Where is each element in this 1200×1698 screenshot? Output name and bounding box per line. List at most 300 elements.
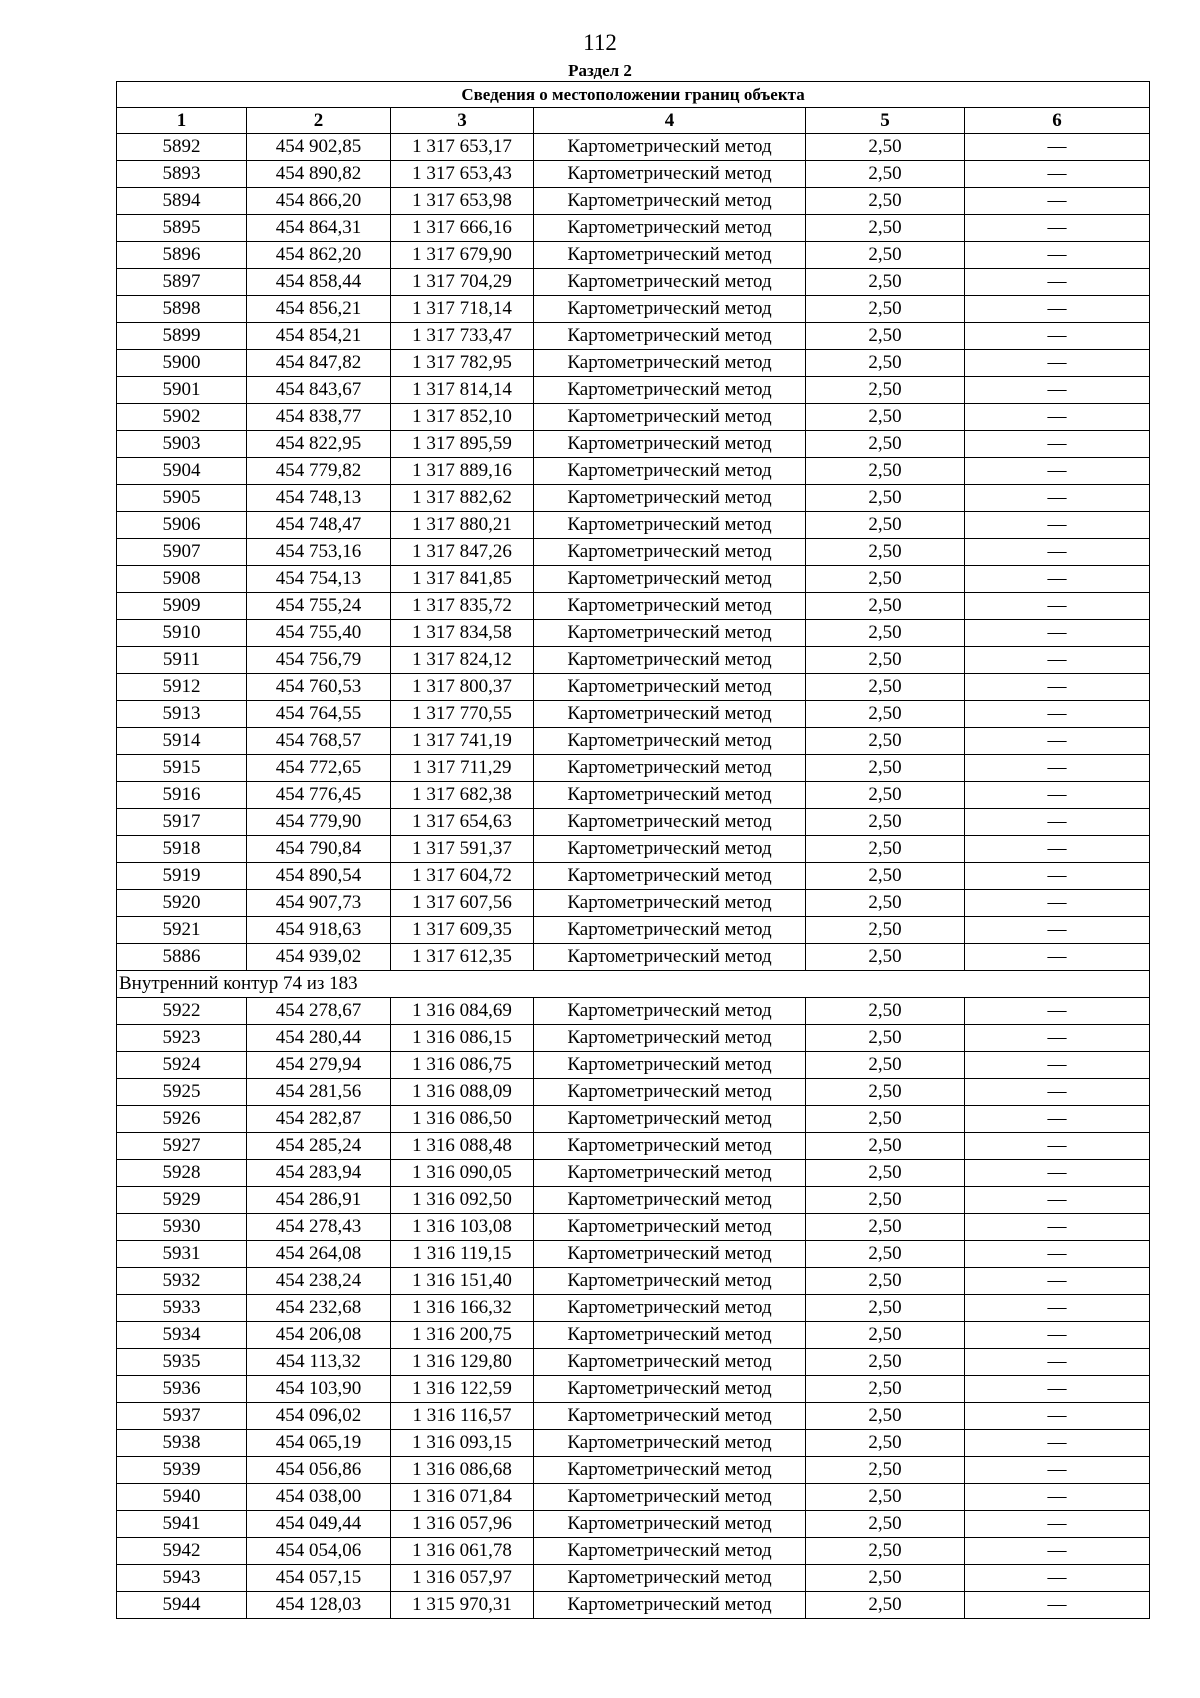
y-coordinate-cell: 1 316 086,75 xyxy=(391,1052,534,1079)
x-coordinate-cell: 454 057,15 xyxy=(247,1565,391,1592)
point-number-cell: 5896 xyxy=(117,242,247,269)
method-cell: Картометрический метод xyxy=(534,836,806,863)
description-cell: — xyxy=(965,809,1150,836)
point-number-cell: 5899 xyxy=(117,323,247,350)
accuracy-cell: 2,50 xyxy=(806,1349,965,1376)
table-row xyxy=(117,1052,1150,1079)
table-row xyxy=(117,188,1150,215)
table-row xyxy=(117,1322,1150,1349)
x-coordinate-cell: 454 907,73 xyxy=(247,890,391,917)
column-number: 5 xyxy=(806,108,965,134)
x-coordinate-cell: 454 206,08 xyxy=(247,1322,391,1349)
description-cell: — xyxy=(965,161,1150,188)
method-cell: Картометрический метод xyxy=(534,998,806,1025)
y-coordinate-cell: 1 317 704,29 xyxy=(391,269,534,296)
x-coordinate-cell: 454 858,44 xyxy=(247,269,391,296)
y-coordinate-cell: 1 317 604,72 xyxy=(391,863,534,890)
accuracy-cell: 2,50 xyxy=(806,1052,965,1079)
table-row xyxy=(117,890,1150,917)
method-cell: Картометрический метод xyxy=(534,134,806,161)
x-coordinate-cell: 454 822,95 xyxy=(247,431,391,458)
description-cell: — xyxy=(965,728,1150,755)
description-cell: — xyxy=(965,1187,1150,1214)
method-cell: Картометрический метод xyxy=(534,1106,806,1133)
description-cell: — xyxy=(965,1565,1150,1592)
table-row xyxy=(117,512,1150,539)
point-number-cell: 5938 xyxy=(117,1430,247,1457)
table-row xyxy=(117,674,1150,701)
method-cell: Картометрический метод xyxy=(534,377,806,404)
point-number-cell: 5918 xyxy=(117,836,247,863)
point-number-cell: 5903 xyxy=(117,431,247,458)
y-coordinate-cell: 1 317 800,37 xyxy=(391,674,534,701)
accuracy-cell: 2,50 xyxy=(806,1214,965,1241)
description-cell: — xyxy=(965,890,1150,917)
x-coordinate-cell: 454 748,13 xyxy=(247,485,391,512)
table-row xyxy=(117,566,1150,593)
method-cell: Картометрический метод xyxy=(534,188,806,215)
table-row xyxy=(117,1430,1150,1457)
accuracy-cell: 2,50 xyxy=(806,620,965,647)
description-cell: — xyxy=(965,1052,1150,1079)
accuracy-cell: 2,50 xyxy=(806,1457,965,1484)
method-cell: Картометрический метод xyxy=(534,782,806,809)
method-cell: Картометрический метод xyxy=(534,242,806,269)
point-number-cell: 5923 xyxy=(117,1025,247,1052)
description-cell: — xyxy=(965,944,1150,971)
method-cell: Картометрический метод xyxy=(534,1511,806,1538)
boundary-coordinates-table xyxy=(116,81,1150,1619)
table-row xyxy=(117,1592,1150,1619)
description-cell: — xyxy=(965,1133,1150,1160)
x-coordinate-cell: 454 054,06 xyxy=(247,1538,391,1565)
point-number-cell: 5924 xyxy=(117,1052,247,1079)
x-coordinate-cell: 454 843,67 xyxy=(247,377,391,404)
description-cell: — xyxy=(965,998,1150,1025)
table-body-inner-contour xyxy=(117,998,1150,1619)
description-cell: — xyxy=(965,755,1150,782)
column-number: 4 xyxy=(534,108,806,134)
method-cell: Картометрический метод xyxy=(534,1214,806,1241)
table-row xyxy=(117,620,1150,647)
table-row xyxy=(117,1403,1150,1430)
y-coordinate-cell: 1 317 612,35 xyxy=(391,944,534,971)
accuracy-cell: 2,50 xyxy=(806,1592,965,1619)
point-number-cell: 5943 xyxy=(117,1565,247,1592)
point-number-cell: 5935 xyxy=(117,1349,247,1376)
description-cell: — xyxy=(965,350,1150,377)
x-coordinate-cell: 454 755,24 xyxy=(247,593,391,620)
accuracy-cell: 2,50 xyxy=(806,1430,965,1457)
table-row xyxy=(117,1511,1150,1538)
table-row xyxy=(117,755,1150,782)
description-cell: — xyxy=(965,1079,1150,1106)
accuracy-cell: 2,50 xyxy=(806,1376,965,1403)
x-coordinate-cell: 454 902,85 xyxy=(247,134,391,161)
table-row xyxy=(117,1214,1150,1241)
table-row xyxy=(117,1565,1150,1592)
y-coordinate-cell: 1 317 841,85 xyxy=(391,566,534,593)
method-cell: Картометрический метод xyxy=(534,1457,806,1484)
method-cell: Картометрический метод xyxy=(534,269,806,296)
table-row xyxy=(117,296,1150,323)
description-cell: — xyxy=(965,674,1150,701)
accuracy-cell: 2,50 xyxy=(806,539,965,566)
table-row xyxy=(117,350,1150,377)
x-coordinate-cell: 454 280,44 xyxy=(247,1025,391,1052)
y-coordinate-cell: 1 316 093,15 xyxy=(391,1430,534,1457)
column-number: 6 xyxy=(965,108,1150,134)
method-cell: Картометрический метод xyxy=(534,1241,806,1268)
point-number-cell: 5933 xyxy=(117,1295,247,1322)
accuracy-cell: 2,50 xyxy=(806,836,965,863)
method-cell: Картометрический метод xyxy=(534,1322,806,1349)
contour-separator xyxy=(117,971,1150,998)
x-coordinate-cell: 454 056,86 xyxy=(247,1457,391,1484)
point-number-cell: 5912 xyxy=(117,674,247,701)
x-coordinate-cell: 454 779,82 xyxy=(247,458,391,485)
point-number-cell: 5929 xyxy=(117,1187,247,1214)
x-coordinate-cell: 454 282,87 xyxy=(247,1106,391,1133)
table-row xyxy=(117,701,1150,728)
table-row xyxy=(117,161,1150,188)
y-coordinate-cell: 1 316 122,59 xyxy=(391,1376,534,1403)
point-number-cell: 5900 xyxy=(117,350,247,377)
description-cell: — xyxy=(965,377,1150,404)
table-caption: Сведения о местоположении границ объекта xyxy=(117,82,1150,108)
point-number-cell: 5917 xyxy=(117,809,247,836)
point-number-cell: 5926 xyxy=(117,1106,247,1133)
point-number-cell: 5901 xyxy=(117,377,247,404)
x-coordinate-cell: 454 096,02 xyxy=(247,1403,391,1430)
point-number-cell: 5931 xyxy=(117,1241,247,1268)
y-coordinate-cell: 1 317 609,35 xyxy=(391,917,534,944)
method-cell: Картометрический метод xyxy=(534,1133,806,1160)
description-cell: — xyxy=(965,1511,1150,1538)
accuracy-cell: 2,50 xyxy=(806,566,965,593)
table-row xyxy=(117,728,1150,755)
method-cell: Картометрический метод xyxy=(534,458,806,485)
table-row xyxy=(117,539,1150,566)
accuracy-cell: 2,50 xyxy=(806,1511,965,1538)
table-row xyxy=(117,134,1150,161)
x-coordinate-cell: 454 279,94 xyxy=(247,1052,391,1079)
y-coordinate-cell: 1 317 741,19 xyxy=(391,728,534,755)
table-row xyxy=(117,1484,1150,1511)
y-coordinate-cell: 1 317 852,10 xyxy=(391,404,534,431)
accuracy-cell: 2,50 xyxy=(806,1538,965,1565)
method-cell: Картометрический метод xyxy=(534,1430,806,1457)
contour-row xyxy=(117,971,1150,998)
method-cell: Картометрический метод xyxy=(534,1052,806,1079)
x-coordinate-cell: 454 864,31 xyxy=(247,215,391,242)
method-cell: Картометрический метод xyxy=(534,350,806,377)
y-coordinate-cell: 1 317 782,95 xyxy=(391,350,534,377)
x-coordinate-cell: 454 264,08 xyxy=(247,1241,391,1268)
accuracy-cell: 2,50 xyxy=(806,431,965,458)
point-number-cell: 5916 xyxy=(117,782,247,809)
table-row xyxy=(117,1025,1150,1052)
accuracy-cell: 2,50 xyxy=(806,755,965,782)
description-cell: — xyxy=(965,1592,1150,1619)
description-cell: — xyxy=(965,1403,1150,1430)
point-number-cell: 5908 xyxy=(117,566,247,593)
x-coordinate-cell: 454 065,19 xyxy=(247,1430,391,1457)
point-number-cell: 5893 xyxy=(117,161,247,188)
accuracy-cell: 2,50 xyxy=(806,809,965,836)
method-cell: Картометрический метод xyxy=(534,323,806,350)
x-coordinate-cell: 454 854,21 xyxy=(247,323,391,350)
y-coordinate-cell: 1 317 895,59 xyxy=(391,431,534,458)
y-coordinate-cell: 1 317 835,72 xyxy=(391,593,534,620)
x-coordinate-cell: 454 760,53 xyxy=(247,674,391,701)
description-cell: — xyxy=(965,512,1150,539)
accuracy-cell: 2,50 xyxy=(806,458,965,485)
x-coordinate-cell: 454 283,94 xyxy=(247,1160,391,1187)
table-body-outer-contour xyxy=(117,134,1150,971)
accuracy-cell: 2,50 xyxy=(806,296,965,323)
method-cell: Картометрический метод xyxy=(534,755,806,782)
table-row xyxy=(117,1349,1150,1376)
y-coordinate-cell: 1 316 057,96 xyxy=(391,1511,534,1538)
point-number-cell: 5944 xyxy=(117,1592,247,1619)
description-cell: — xyxy=(965,1484,1150,1511)
y-coordinate-cell: 1 317 682,38 xyxy=(391,782,534,809)
table-row xyxy=(117,1241,1150,1268)
table-row xyxy=(117,377,1150,404)
table-row xyxy=(117,215,1150,242)
description-cell: — xyxy=(965,431,1150,458)
description-cell: — xyxy=(965,188,1150,215)
description-cell: — xyxy=(965,566,1150,593)
point-number-cell: 5928 xyxy=(117,1160,247,1187)
x-coordinate-cell: 454 286,91 xyxy=(247,1187,391,1214)
method-cell: Картометрический метод xyxy=(534,539,806,566)
x-coordinate-cell: 454 866,20 xyxy=(247,188,391,215)
y-coordinate-cell: 1 316 088,09 xyxy=(391,1079,534,1106)
y-coordinate-cell: 1 316 086,50 xyxy=(391,1106,534,1133)
y-coordinate-cell: 1 316 061,78 xyxy=(391,1538,534,1565)
accuracy-cell: 2,50 xyxy=(806,161,965,188)
table-row xyxy=(117,1295,1150,1322)
method-cell: Картометрический метод xyxy=(534,1160,806,1187)
point-number-cell: 5898 xyxy=(117,296,247,323)
y-coordinate-cell: 1 315 970,31 xyxy=(391,1592,534,1619)
accuracy-cell: 2,50 xyxy=(806,512,965,539)
y-coordinate-cell: 1 317 733,47 xyxy=(391,323,534,350)
method-cell: Картометрический метод xyxy=(534,1079,806,1106)
x-coordinate-cell: 454 103,90 xyxy=(247,1376,391,1403)
point-number-cell: 5909 xyxy=(117,593,247,620)
x-coordinate-cell: 454 768,57 xyxy=(247,728,391,755)
accuracy-cell: 2,50 xyxy=(806,701,965,728)
table-row xyxy=(117,458,1150,485)
point-number-cell: 5920 xyxy=(117,890,247,917)
accuracy-cell: 2,50 xyxy=(806,269,965,296)
description-cell: — xyxy=(965,1106,1150,1133)
method-cell: Картометрический метод xyxy=(534,917,806,944)
x-coordinate-cell: 454 753,16 xyxy=(247,539,391,566)
accuracy-cell: 2,50 xyxy=(806,917,965,944)
x-coordinate-cell: 454 113,32 xyxy=(247,1349,391,1376)
table-caption-row xyxy=(117,82,1150,108)
point-number-cell: 5942 xyxy=(117,1538,247,1565)
description-cell: — xyxy=(965,1268,1150,1295)
point-number-cell: 5930 xyxy=(117,1214,247,1241)
point-number-cell: 5941 xyxy=(117,1511,247,1538)
table-row xyxy=(117,944,1150,971)
point-number-cell: 5910 xyxy=(117,620,247,647)
point-number-cell: 5913 xyxy=(117,701,247,728)
point-number-cell: 5921 xyxy=(117,917,247,944)
x-coordinate-cell: 454 838,77 xyxy=(247,404,391,431)
method-cell: Картометрический метод xyxy=(534,566,806,593)
table-row xyxy=(117,917,1150,944)
accuracy-cell: 2,50 xyxy=(806,1079,965,1106)
point-number-cell: 5925 xyxy=(117,1079,247,1106)
table-row xyxy=(117,1376,1150,1403)
description-cell: — xyxy=(965,458,1150,485)
point-number-cell: 5905 xyxy=(117,485,247,512)
accuracy-cell: 2,50 xyxy=(806,1025,965,1052)
method-cell: Картометрический метод xyxy=(534,512,806,539)
x-coordinate-cell: 454 748,47 xyxy=(247,512,391,539)
accuracy-cell: 2,50 xyxy=(806,998,965,1025)
accuracy-cell: 2,50 xyxy=(806,1268,965,1295)
table-row xyxy=(117,836,1150,863)
x-coordinate-cell: 454 232,68 xyxy=(247,1295,391,1322)
method-cell: Картометрический метод xyxy=(534,1538,806,1565)
method-cell: Картометрический метод xyxy=(534,701,806,728)
x-coordinate-cell: 454 776,45 xyxy=(247,782,391,809)
x-coordinate-cell: 454 764,55 xyxy=(247,701,391,728)
method-cell: Картометрический метод xyxy=(534,296,806,323)
description-cell: — xyxy=(965,1214,1150,1241)
table-row xyxy=(117,485,1150,512)
table-row xyxy=(117,1268,1150,1295)
x-coordinate-cell: 454 756,79 xyxy=(247,647,391,674)
method-cell: Картометрический метод xyxy=(534,1376,806,1403)
description-cell: — xyxy=(965,1241,1150,1268)
y-coordinate-cell: 1 316 119,15 xyxy=(391,1241,534,1268)
point-number-cell: 5936 xyxy=(117,1376,247,1403)
x-coordinate-cell: 454 779,90 xyxy=(247,809,391,836)
point-number-cell: 5937 xyxy=(117,1403,247,1430)
description-cell: — xyxy=(965,242,1150,269)
accuracy-cell: 2,50 xyxy=(806,593,965,620)
table-row xyxy=(117,1538,1150,1565)
y-coordinate-cell: 1 316 084,69 xyxy=(391,998,534,1025)
table-row xyxy=(117,323,1150,350)
x-coordinate-cell: 454 856,21 xyxy=(247,296,391,323)
table-row xyxy=(117,1187,1150,1214)
accuracy-cell: 2,50 xyxy=(806,323,965,350)
table-row xyxy=(117,782,1150,809)
point-number-cell: 5927 xyxy=(117,1133,247,1160)
table-row xyxy=(117,1079,1150,1106)
description-cell: — xyxy=(965,620,1150,647)
x-coordinate-cell: 454 918,63 xyxy=(247,917,391,944)
method-cell: Картометрический метод xyxy=(534,404,806,431)
point-number-cell: 5932 xyxy=(117,1268,247,1295)
description-cell: — xyxy=(965,539,1150,566)
y-coordinate-cell: 1 316 090,05 xyxy=(391,1160,534,1187)
description-cell: — xyxy=(965,215,1150,242)
description-cell: — xyxy=(965,404,1150,431)
table-row xyxy=(117,404,1150,431)
method-cell: Картометрический метод xyxy=(534,863,806,890)
description-cell: — xyxy=(965,647,1150,674)
point-number-cell: 5911 xyxy=(117,647,247,674)
x-coordinate-cell: 454 754,13 xyxy=(247,566,391,593)
accuracy-cell: 2,50 xyxy=(806,674,965,701)
method-cell: Картометрический метод xyxy=(534,890,806,917)
y-coordinate-cell: 1 316 088,48 xyxy=(391,1133,534,1160)
accuracy-cell: 2,50 xyxy=(806,215,965,242)
accuracy-cell: 2,50 xyxy=(806,188,965,215)
accuracy-cell: 2,50 xyxy=(806,1322,965,1349)
point-number-cell: 5922 xyxy=(117,998,247,1025)
method-cell: Картометрический метод xyxy=(534,431,806,458)
method-cell: Картометрический метод xyxy=(534,1565,806,1592)
y-coordinate-cell: 1 316 116,57 xyxy=(391,1403,534,1430)
column-number: 1 xyxy=(117,108,247,134)
y-coordinate-cell: 1 317 679,90 xyxy=(391,242,534,269)
contour-label: Внутренний контур 74 из 183 xyxy=(117,971,1150,998)
accuracy-cell: 2,50 xyxy=(806,863,965,890)
accuracy-cell: 2,50 xyxy=(806,377,965,404)
y-coordinate-cell: 1 317 882,62 xyxy=(391,485,534,512)
point-number-cell: 5906 xyxy=(117,512,247,539)
x-coordinate-cell: 454 049,44 xyxy=(247,1511,391,1538)
accuracy-cell: 2,50 xyxy=(806,1565,965,1592)
x-coordinate-cell: 454 285,24 xyxy=(247,1133,391,1160)
description-cell: — xyxy=(965,593,1150,620)
y-coordinate-cell: 1 316 166,32 xyxy=(391,1295,534,1322)
accuracy-cell: 2,50 xyxy=(806,242,965,269)
y-coordinate-cell: 1 317 889,16 xyxy=(391,458,534,485)
description-cell: — xyxy=(965,1295,1150,1322)
y-coordinate-cell: 1 317 718,14 xyxy=(391,296,534,323)
y-coordinate-cell: 1 316 086,15 xyxy=(391,1025,534,1052)
description-cell: — xyxy=(965,1160,1150,1187)
method-cell: Картометрический метод xyxy=(534,1592,806,1619)
y-coordinate-cell: 1 316 086,68 xyxy=(391,1457,534,1484)
y-coordinate-cell: 1 317 653,17 xyxy=(391,134,534,161)
x-coordinate-cell: 454 038,00 xyxy=(247,1484,391,1511)
y-coordinate-cell: 1 316 092,50 xyxy=(391,1187,534,1214)
x-coordinate-cell: 454 790,84 xyxy=(247,836,391,863)
x-coordinate-cell: 454 939,02 xyxy=(247,944,391,971)
y-coordinate-cell: 1 317 824,12 xyxy=(391,647,534,674)
method-cell: Картометрический метод xyxy=(534,1025,806,1052)
column-number: 2 xyxy=(247,108,391,134)
description-cell: — xyxy=(965,1457,1150,1484)
y-coordinate-cell: 1 317 653,43 xyxy=(391,161,534,188)
point-number-cell: 5886 xyxy=(117,944,247,971)
accuracy-cell: 2,50 xyxy=(806,782,965,809)
method-cell: Картометрический метод xyxy=(534,1268,806,1295)
section-title: Раздел 2 xyxy=(568,61,632,80)
y-coordinate-cell: 1 317 770,55 xyxy=(391,701,534,728)
y-coordinate-cell: 1 316 071,84 xyxy=(391,1484,534,1511)
accuracy-cell: 2,50 xyxy=(806,404,965,431)
table-row xyxy=(117,1160,1150,1187)
accuracy-cell: 2,50 xyxy=(806,1187,965,1214)
description-cell: — xyxy=(965,1376,1150,1403)
table-row xyxy=(117,269,1150,296)
accuracy-cell: 2,50 xyxy=(806,728,965,755)
